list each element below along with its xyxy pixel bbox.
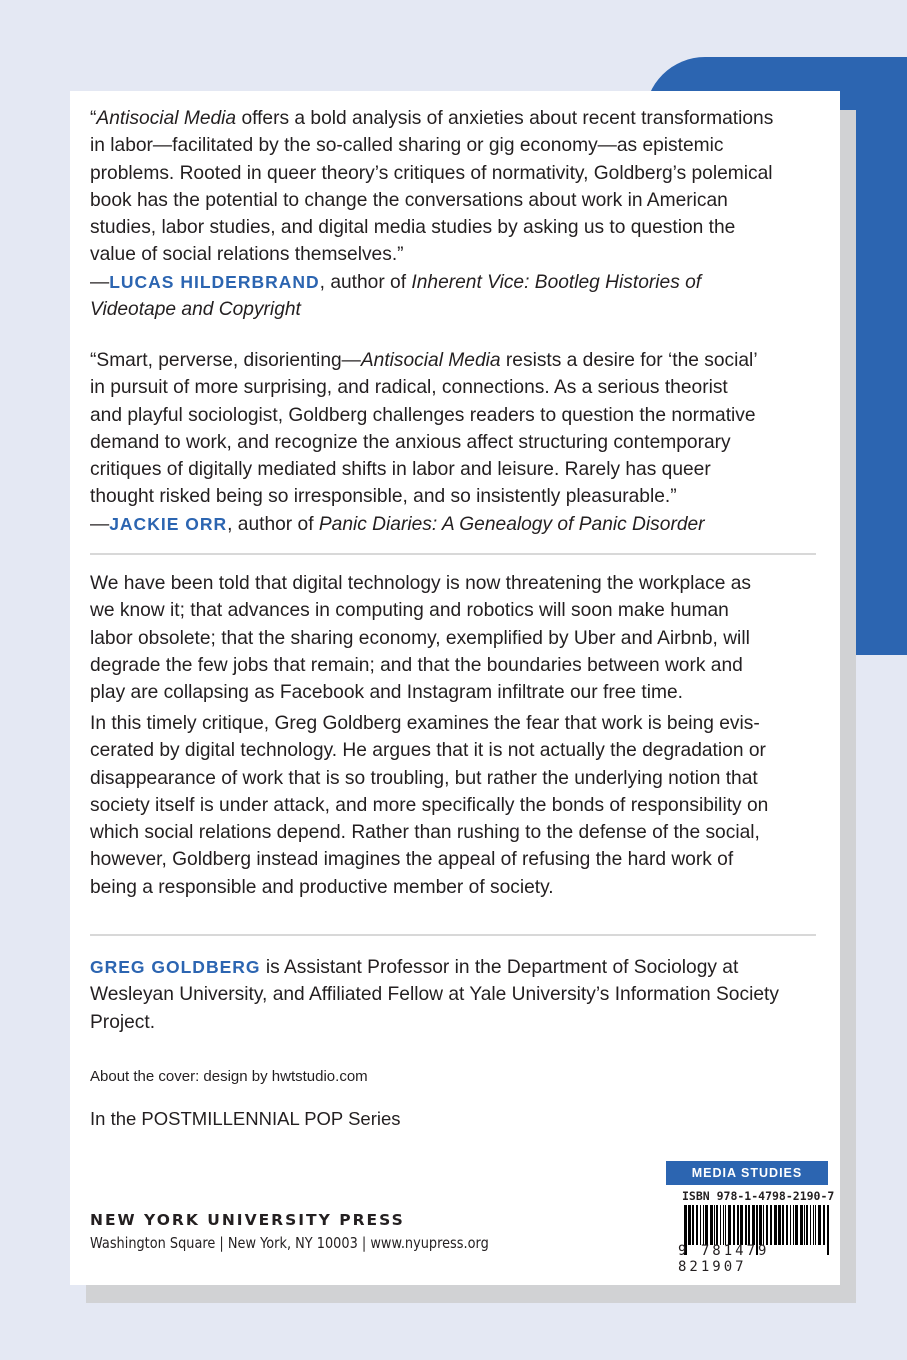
text-segment: cerated by digital technology. He argues that it is not actually the degradation or	[90, 740, 766, 762]
text-line	[90, 737, 830, 764]
text-segment: labor obsolete; that the sharing economy, exemplified by Uber and Airbnb, will	[90, 627, 750, 649]
text-segment: book has the potential to change the conversations about work in American	[90, 189, 728, 211]
text-line	[90, 132, 830, 159]
text-line	[90, 710, 830, 737]
barcode-bar	[778, 1205, 781, 1245]
text-segment: in labor—facilitated by the so-called sharing or gig economy—as epistemic	[90, 135, 724, 157]
text-line	[90, 296, 830, 323]
text-line	[90, 269, 830, 296]
barcode-bar	[720, 1205, 721, 1245]
barcode-bar	[733, 1205, 735, 1245]
attribution-name: GREG GOLDBERG	[90, 957, 261, 977]
barcode-bar	[700, 1205, 701, 1245]
text-line	[90, 214, 830, 241]
italic-title: Panic Diaries: A Genealogy of Panic Disorder	[318, 513, 705, 535]
text-segment: —	[90, 271, 110, 293]
category-badge: MEDIA STUDIES	[666, 1161, 828, 1185]
barcode-bar	[759, 1205, 762, 1245]
barcode-bar	[766, 1205, 768, 1245]
text-line	[90, 874, 830, 901]
text-line	[90, 241, 830, 268]
text-line	[90, 765, 830, 792]
italic-title: Inherent Vice: Bootleg Histories of	[411, 271, 702, 293]
text-line	[90, 981, 830, 1008]
text-segment: is Assistant Professor in the Department of Sociology at	[260, 957, 739, 978]
attribution-name: LUCAS HILDERBRAND	[109, 271, 320, 292]
text-line	[90, 954, 830, 981]
text-line	[90, 511, 830, 538]
italic-title: Antisocial Media	[96, 108, 237, 129]
barcode-bar	[737, 1205, 739, 1245]
text-line	[90, 160, 830, 187]
barcode-bar	[813, 1205, 814, 1245]
barcode-bar	[716, 1205, 718, 1245]
barcode-bar	[745, 1205, 747, 1245]
barcode-bar	[692, 1205, 694, 1245]
text-line	[90, 625, 830, 652]
barcode-bar	[763, 1205, 764, 1245]
barcode-bar	[688, 1205, 691, 1245]
barcode-bar	[748, 1205, 750, 1245]
publisher-block	[90, 1211, 554, 1252]
text-segment: critiques of digitally mediated shifts in labor and leisure. Rarely has queer	[90, 459, 711, 481]
text-line	[90, 1009, 830, 1036]
barcode-bar	[770, 1205, 772, 1245]
text-segment: In this timely critique, Greg Goldberg examines the fear that work is being evis-	[90, 713, 760, 734]
text-segment: value of social relations themselves.”	[90, 244, 404, 266]
text-line	[90, 679, 830, 706]
barcode-bar	[705, 1205, 708, 1245]
text-line	[90, 374, 830, 401]
barcode-bar	[710, 1205, 713, 1245]
text-segment: however, Goldberg instead imagines the appeal of refusing the hard work of	[90, 849, 734, 871]
text-segment: resists a desire for ‘the social’	[500, 350, 758, 371]
text-segment: , author of	[227, 513, 319, 535]
text-segment: being a responsible and productive member of society.	[90, 876, 554, 898]
text-line	[90, 652, 830, 679]
text-segment: and playful sociologist, Goldberg challenges readers to question the normative	[90, 404, 756, 426]
barcode-bar	[752, 1205, 755, 1245]
divider	[90, 934, 816, 936]
barcode-bar	[696, 1205, 698, 1245]
text-segment: degrade the few jobs that remain; and that the boundaries between work and	[90, 654, 743, 676]
text-line	[90, 347, 830, 374]
barcode-bar	[815, 1205, 816, 1245]
text-line	[90, 597, 830, 624]
text-segment: —	[90, 513, 110, 535]
text-segment: society itself is under attack, and more specifically the bonds of responsibility on	[90, 794, 769, 816]
text-segment: “	[90, 108, 97, 129]
barcode-bar	[790, 1205, 791, 1245]
text-line	[90, 187, 830, 214]
text-line	[90, 792, 830, 819]
attribution-name: JACKIE ORR	[109, 513, 228, 534]
barcode-bar	[810, 1205, 811, 1245]
text-line	[90, 456, 830, 483]
text-segment: demand to work, and recognize the anxious affect structuring contemporary	[90, 431, 731, 453]
barcode-digits: 9 781479 821907	[678, 1243, 770, 1275]
barcode-bar	[740, 1205, 743, 1245]
text-segment: We have been told that digital technology is now threatening the workplace as	[90, 573, 751, 594]
barcode-bar	[774, 1205, 777, 1245]
barcode-bar	[723, 1205, 724, 1245]
text-segment: “Smart, perverse, disorienting—	[90, 350, 361, 371]
barcode-bar	[786, 1205, 788, 1245]
text-segment: we know it; that advances in computing and robotics will soon make human	[90, 600, 729, 622]
barcode-bar	[725, 1205, 726, 1245]
barcode-bar	[800, 1205, 803, 1245]
blurb-quote-2	[90, 347, 830, 538]
text-segment: offers a bold analysis of anxieties about recent transformations	[236, 108, 774, 129]
text-segment: problems. Rooted in queer theory’s critiques of normativity, Goldberg’s polemical	[90, 162, 773, 184]
back-cover-panel	[70, 91, 840, 1285]
text-segment: in pursuit of more surprising, and radical, connections. As a serious theorist	[90, 377, 728, 399]
cover-credit: About the cover: design by hwtstudio.com	[90, 1068, 368, 1085]
barcode-bar	[818, 1205, 821, 1245]
barcode-bar	[795, 1205, 798, 1245]
text-line	[90, 105, 830, 132]
divider	[90, 553, 816, 555]
text-segment: which social relations depend. Rather than rushing to the defense of the social,	[90, 822, 760, 844]
publisher-name: NEW YORK UNIVERSITY PRESS	[90, 1211, 405, 1229]
italic-title: Antisocial Media	[360, 350, 501, 371]
author-bio	[90, 954, 830, 1036]
blurb-quote-1	[90, 105, 830, 323]
description-paragraph-1	[90, 570, 830, 706]
text-segment: , author of	[319, 271, 412, 293]
barcode-bar	[714, 1205, 715, 1245]
barcode-bar	[703, 1205, 704, 1245]
text-segment: disappearance of work that is so troubling, but rather the underlying notion that	[90, 767, 758, 789]
text-segment: play are collapsing as Facebook and Instagram infiltrate our free time.	[90, 682, 683, 704]
barcode-bar	[793, 1205, 794, 1245]
text-line	[90, 846, 830, 873]
text-segment: thought risked being so irresponsible, and so insistently pleasurable.”	[90, 486, 677, 508]
barcode-bar	[804, 1205, 805, 1245]
description-paragraph-2	[90, 710, 830, 901]
text-line	[90, 819, 830, 846]
isbn-text: ISBN 978-1-4798-2190-7	[682, 1189, 835, 1203]
text-line	[90, 402, 830, 429]
text-line	[90, 570, 830, 597]
barcode-bar	[728, 1205, 731, 1245]
italic-title: Videotape and Copyright	[90, 299, 301, 321]
text-segment: Wesleyan University, and Affiliated Fellow at Yale University’s Information Society	[90, 984, 779, 1006]
barcode-bar	[806, 1205, 808, 1245]
text-segment: Project.	[90, 1011, 156, 1033]
text-line	[90, 483, 830, 510]
text-segment: studies, labor studies, and digital media studies by asking us to question the	[90, 217, 736, 239]
barcode-bar	[823, 1205, 825, 1245]
publisher-address: Washington Square | New York, NY 10003 | www.nyupress.org	[90, 1234, 489, 1252]
barcode-bar	[782, 1205, 784, 1245]
text-line	[90, 429, 830, 456]
series-label: In the POSTMILLENNIAL POP Series	[90, 1108, 401, 1129]
